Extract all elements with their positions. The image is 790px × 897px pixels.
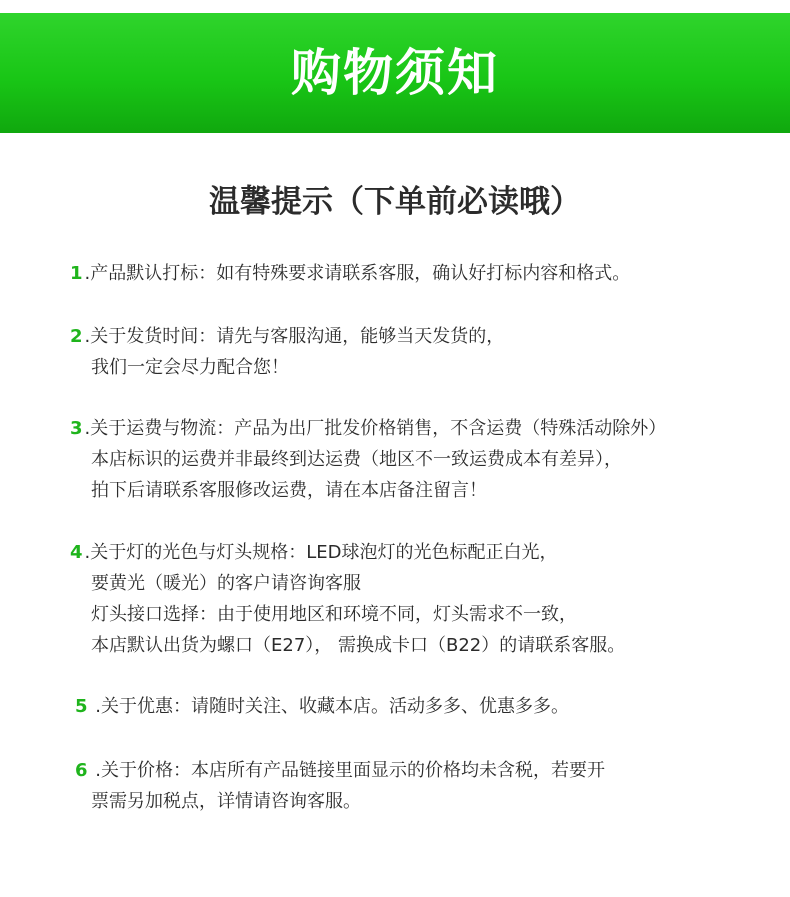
item-number: 6 — [75, 760, 88, 781]
page-subtitle: 温馨提示（下单前必读哦） — [209, 184, 581, 220]
banner-title: 购物须知 — [291, 44, 499, 102]
item-text: 灯头接口选择：由于使用地区和环境不同，灯头需求不一致， — [91, 604, 577, 625]
item-text: 拍下后请联系客服修改运费，请在本店备注留言！ — [91, 480, 487, 501]
item-number: 3 — [70, 418, 83, 439]
item-number: 2 — [70, 326, 83, 347]
item-text: .产品默认打标：如有特殊要求请联系客服，确认好打标内容和格式。 — [84, 263, 631, 284]
item-text: 要黄光（暖光）的客户请咨询客服 — [91, 573, 361, 594]
item-text: .关于价格：本店所有产品链接里面显示的价格均未含税，若要开 — [89, 760, 605, 781]
item-number: 4 — [70, 542, 83, 563]
notice-item-3 — [70, 413, 666, 506]
notice-item-2 — [70, 321, 504, 383]
notice-item-6 — [75, 755, 605, 817]
item-text: .关于运费与物流：产品为出厂批发价格销售，不含运费（特殊活动除外） — [84, 418, 667, 439]
notice-item-4 — [70, 537, 625, 661]
item-text: 本店标识的运费并非最终到达运费（地区不一致运费成本有差异）， — [91, 449, 622, 470]
item-text: 票需另加税点，详情请咨询客服。 — [91, 791, 361, 812]
item-text: .关于灯的光色与灯头规格：LED球泡灯的光色标配正白光， — [84, 542, 558, 563]
item-text: 我们一定会尽力配合您！ — [91, 357, 289, 378]
item-number: 5 — [75, 696, 88, 717]
item-text: .关于优惠：请随时关注、收藏本店。活动多多、优惠多多。 — [89, 696, 569, 717]
item-text: .关于发货时间：请先与客服沟通，能够当天发货的， — [84, 326, 505, 347]
item-number: 1 — [70, 263, 83, 284]
notice-item-5 — [75, 691, 569, 722]
notice-item-1 — [70, 258, 630, 289]
header-banner — [0, 13, 790, 133]
item-text: 本店默认出货为螺口（E27）， 需换成卡口（B22）的请联系客服。 — [91, 635, 626, 656]
